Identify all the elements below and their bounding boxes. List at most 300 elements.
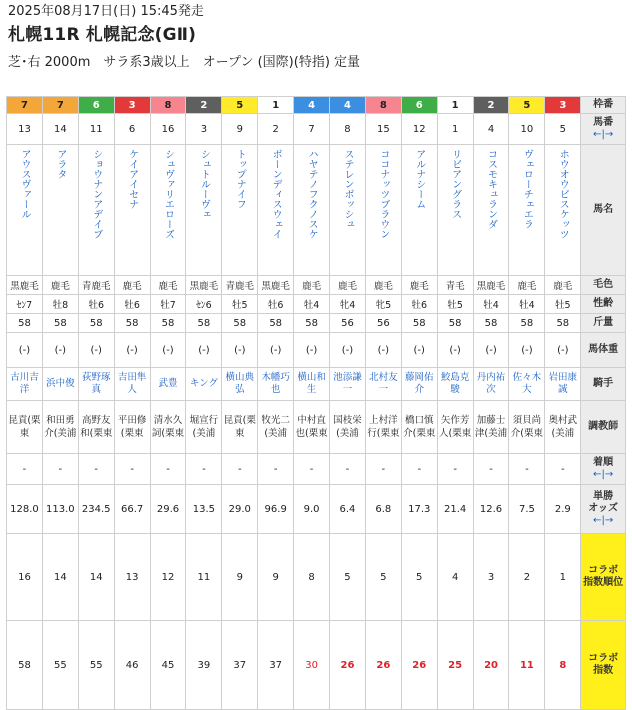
cell-odds: [78, 485, 114, 534]
horse-name-link[interactable]: ココナッツブラウン: [377, 149, 389, 239]
row-odds: [7, 485, 626, 534]
cell-trainer: [114, 401, 150, 454]
cell-odds: [509, 485, 545, 534]
jockey-link[interactable]: 荻野琢真: [81, 372, 111, 395]
rank-value: 8: [308, 571, 315, 583]
jockey-link[interactable]: 浜中俊: [46, 378, 75, 389]
cell-trainer: [222, 401, 258, 454]
body-value: (-): [90, 344, 102, 356]
horse-name-link[interactable]: シュトルーヴェ: [198, 149, 210, 219]
odds-value: 12.6: [479, 503, 503, 515]
weight-value: 58: [53, 317, 67, 329]
cell-waku: [7, 97, 43, 114]
umaban-sort-left-link[interactable]: ←: [593, 129, 602, 140]
sexage-value: 牡5: [555, 300, 571, 311]
waku-number: 1: [451, 99, 459, 111]
trainer-name: 清水久詞(栗東: [151, 415, 185, 439]
odds-value: 234.5: [81, 503, 111, 515]
collab-index-value: 26: [376, 659, 391, 671]
umaban-value: 1: [451, 123, 459, 135]
umaban-value: 13: [18, 123, 31, 135]
odds-sort-left-link[interactable]: ←: [593, 515, 602, 526]
trainer-name: 国枝栄(美浦: [333, 415, 362, 439]
cell-index: [294, 621, 330, 710]
cell-sexage: [258, 295, 294, 314]
label-umaban: [581, 114, 626, 145]
jockey-link[interactable]: 佐々木大: [512, 372, 542, 395]
sexage-value: 牡7: [160, 300, 176, 311]
odds-value: 7.5: [518, 503, 535, 515]
cell-name: [258, 145, 294, 276]
umaban-value: 14: [53, 123, 67, 135]
odds-value: 9.0: [303, 503, 320, 515]
color-value: 鹿毛: [158, 281, 178, 292]
finish-value: -: [237, 463, 242, 475]
cell-trainer: [365, 401, 401, 454]
jockey-link[interactable]: 吉田隼人: [117, 372, 147, 395]
cell-finish: [186, 454, 222, 485]
label-text: 単勝: [593, 491, 614, 502]
entry-table: [6, 96, 626, 710]
odds-sort-right-link[interactable]: →: [604, 515, 614, 526]
cell-rank: [473, 534, 509, 621]
collab-index-value: 26: [412, 659, 427, 671]
collab-index-value: 45: [161, 659, 175, 671]
cell-color: [222, 276, 258, 295]
color-value: 青毛: [445, 281, 465, 292]
body-value: (-): [162, 344, 174, 356]
finish-value: -: [58, 463, 63, 475]
jockey-link[interactable]: 横山典弘: [225, 372, 255, 395]
cell-trainer: [258, 401, 294, 454]
horse-name-link[interactable]: ヴェローチェエラ: [521, 149, 533, 229]
cell-finish: [545, 454, 581, 485]
sexage-value: 牝5: [375, 300, 392, 311]
horse-name-link[interactable]: アルナシーム: [413, 149, 425, 209]
horse-name-link[interactable]: ショウナンアデイブ: [90, 149, 102, 239]
label-text: 着順: [593, 457, 614, 468]
waku-number: 7: [20, 99, 28, 111]
color-value: 黒鹿毛: [476, 281, 506, 292]
cell-sexage: [222, 295, 258, 314]
cell-odds: [222, 485, 258, 534]
horse-name-link[interactable]: ホウオウビスケッツ: [557, 149, 569, 239]
waku-number: 3: [128, 99, 136, 111]
cell-finish: [330, 454, 366, 485]
cell-index: [365, 621, 401, 710]
label-text: 斤量: [593, 317, 614, 328]
cell-rank: [222, 534, 258, 621]
odds-value: 66.7: [120, 503, 144, 515]
cell-weight: [401, 314, 437, 333]
rank-value: 14: [53, 571, 67, 583]
umaban-value: 11: [89, 123, 103, 135]
cell-index: [78, 621, 114, 710]
umaban-value: 4: [487, 123, 495, 135]
cell-body: [114, 333, 150, 368]
label-text: 指数: [593, 665, 614, 676]
cell-finish: [42, 454, 78, 485]
cell-body: [78, 333, 114, 368]
body-value: (-): [449, 344, 461, 356]
cell-name: [186, 145, 222, 276]
collab-index-value: 20: [484, 659, 498, 671]
jockey-link[interactable]: 木幡巧也: [261, 372, 290, 395]
waku-number: 6: [415, 99, 423, 111]
cell-name: [150, 145, 186, 276]
weight-value: 58: [18, 317, 31, 329]
cell-jockey: [42, 368, 78, 401]
weight-value: 58: [520, 317, 534, 329]
cell-jockey: [186, 368, 222, 401]
cell-sexage: [509, 295, 545, 314]
cell-color: [150, 276, 186, 295]
cell-rank: [78, 534, 114, 621]
jockey-link[interactable]: 北村友一: [369, 372, 398, 395]
color-value: 鹿毛: [553, 281, 573, 292]
waku-number: 8: [379, 99, 387, 111]
umaban-sort-separator: |: [601, 129, 605, 140]
weight-value: 58: [161, 317, 175, 329]
rank-value: 3: [487, 571, 495, 583]
trainer-name: 堀宣行(美浦: [189, 415, 219, 439]
cell-waku: [222, 97, 258, 114]
label-trainer: [581, 401, 626, 454]
label-text: コラボ: [588, 565, 619, 576]
cell-body: [258, 333, 294, 368]
cell-index: [150, 621, 186, 710]
label-text: オッズ: [588, 503, 618, 514]
finish-value: -: [489, 463, 493, 475]
horse-name-link[interactable]: コスモキュランダ: [485, 149, 497, 229]
body-value: (-): [126, 344, 138, 356]
sexage-value: 牡4: [519, 300, 535, 311]
cell-weight: [222, 314, 258, 333]
jockey-link[interactable]: 武豊: [158, 378, 178, 389]
umaban-value: 6: [128, 123, 136, 135]
collab-index-value: 26: [340, 659, 355, 671]
cell-rank: [294, 534, 330, 621]
jockey-link[interactable]: 岩田康誠: [548, 372, 578, 395]
cell-trainer: [545, 401, 581, 454]
trainer-name: 牧光二(美浦: [261, 415, 290, 439]
sexage-value: 牡8: [52, 300, 69, 311]
row-sexage: [7, 295, 626, 314]
waku-number: 7: [56, 99, 64, 111]
body-value: (-): [54, 344, 67, 356]
cell-waku: [330, 97, 366, 114]
label-index: [581, 621, 626, 710]
cell-sexage: [473, 295, 509, 314]
cell-waku: [150, 97, 186, 114]
cell-trainer: [330, 401, 366, 454]
cell-umaban: [7, 114, 43, 145]
sexage-value: 牡5: [232, 300, 248, 311]
cell-waku: [186, 97, 222, 114]
cell-body: [42, 333, 78, 368]
label-jockey: [581, 368, 626, 401]
cell-jockey: [330, 368, 366, 401]
cell-jockey: [401, 368, 437, 401]
label-text: 性齢: [593, 298, 614, 309]
sexage-value: 牡6: [88, 300, 104, 311]
umaban-value: 10: [520, 123, 534, 135]
finish-value: -: [345, 463, 350, 475]
cell-body: [294, 333, 330, 368]
cell-weight: [7, 314, 43, 333]
cell-odds: [42, 485, 78, 534]
body-value: (-): [18, 344, 31, 356]
collab-index-value: 58: [18, 659, 31, 671]
cell-odds: [401, 485, 437, 534]
cell-finish: [258, 454, 294, 485]
cell-index: [114, 621, 150, 710]
cell-umaban: [150, 114, 186, 145]
jockey-link[interactable]: 池添謙一: [333, 372, 362, 395]
finish-value: -: [94, 463, 99, 475]
finish-value: -: [202, 463, 206, 475]
rank-value: 9: [236, 571, 243, 583]
rank-value: 9: [272, 571, 279, 583]
weight-value: 58: [448, 317, 462, 329]
color-value: 青鹿毛: [225, 281, 255, 292]
trainer-name: 昆貢(栗東: [8, 415, 41, 439]
horse-name-link[interactable]: シュヴァリエローズ: [162, 149, 174, 239]
cell-trainer: [294, 401, 330, 454]
cell-jockey: [473, 368, 509, 401]
waku-number: 5: [523, 99, 531, 111]
finish-value: -: [166, 463, 170, 475]
cell-index: [545, 621, 581, 710]
cell-weight: [42, 314, 78, 333]
horse-name-link[interactable]: リビアングラス: [449, 149, 461, 219]
jockey-link[interactable]: 鮫島克駿: [440, 372, 470, 395]
weight-value: 58: [484, 317, 498, 329]
cell-body: [7, 333, 43, 368]
odds-value: 13.5: [192, 503, 216, 515]
odds-sort-separator: |: [601, 515, 605, 526]
color-value: 鹿毛: [337, 281, 357, 292]
cell-color: [401, 276, 437, 295]
cell-rank: [509, 534, 545, 621]
cell-odds: [545, 485, 581, 534]
finish-value: -: [273, 463, 278, 475]
cell-jockey: [7, 368, 43, 401]
cell-weight: [258, 314, 294, 333]
cell-odds: [186, 485, 222, 534]
finish-value: -: [22, 463, 27, 475]
horse-name-link[interactable]: アラタ: [54, 149, 66, 179]
jockey-link[interactable]: 古川吉洋: [10, 372, 39, 395]
sexage-value: ｾﾝ7: [16, 300, 33, 311]
cell-body: [365, 333, 401, 368]
label-body: [581, 333, 626, 368]
row-body: [7, 333, 626, 368]
row-color: [7, 276, 626, 295]
cell-jockey: [78, 368, 114, 401]
umaban-value: 15: [376, 123, 390, 135]
horse-name-link[interactable]: ステレンボッシュ: [341, 149, 353, 229]
waku-number: 2: [487, 99, 495, 111]
weight-value: 58: [305, 317, 318, 329]
body-value: (-): [413, 344, 425, 356]
cell-weight: [114, 314, 150, 333]
umaban-sort-right-link[interactable]: →: [604, 129, 614, 140]
sexage-value: 牡4: [483, 300, 499, 311]
cell-jockey: [258, 368, 294, 401]
cell-rank: [437, 534, 473, 621]
cell-umaban: [42, 114, 78, 145]
cell-sexage: [437, 295, 473, 314]
jockey-link[interactable]: 丹内祐次: [476, 372, 506, 395]
cell-color: [78, 276, 114, 295]
color-value: 黒鹿毛: [261, 281, 290, 292]
cell-odds: [258, 485, 294, 534]
collab-index-value: 8: [559, 659, 567, 671]
body-value: (-): [198, 344, 210, 356]
cell-sexage: [330, 295, 366, 314]
cell-sexage: [114, 295, 150, 314]
finish-sort-left-link[interactable]: ←: [593, 469, 602, 480]
body-value: (-): [305, 344, 318, 356]
row-waku: [7, 97, 626, 114]
cell-umaban: [473, 114, 509, 145]
body-value: (-): [234, 344, 246, 356]
cell-finish: [78, 454, 114, 485]
waku-number: 4: [343, 99, 351, 111]
cell-waku: [545, 97, 581, 114]
cell-waku: [365, 97, 401, 114]
cell-umaban: [401, 114, 437, 145]
collab-index-value: 25: [448, 659, 463, 671]
cell-name: [545, 145, 581, 276]
cell-jockey: [437, 368, 473, 401]
finish-value: -: [417, 463, 422, 475]
cell-name: [401, 145, 437, 276]
jockey-link[interactable]: 藤岡佑介: [404, 372, 434, 395]
row-index: [7, 621, 626, 710]
cell-color: [186, 276, 222, 295]
cell-rank: [186, 534, 222, 621]
cell-color: [437, 276, 473, 295]
umaban-value: 16: [161, 123, 175, 135]
cell-index: [330, 621, 366, 710]
cell-sexage: [401, 295, 437, 314]
weight-value: 58: [412, 317, 426, 329]
trainer-name: 中村直也(栗東: [295, 415, 328, 439]
body-value: (-): [521, 344, 533, 356]
cell-finish: [222, 454, 258, 485]
odds-value: 6.4: [339, 503, 356, 515]
trainer-name: 加藤士津(美浦: [474, 415, 508, 439]
cell-finish: [473, 454, 509, 485]
cell-weight: [78, 314, 114, 333]
weight-value: 56: [376, 317, 390, 329]
label-weight: [581, 314, 626, 333]
cell-weight: [509, 314, 545, 333]
horse-name-link[interactable]: トップナイフ: [234, 149, 246, 209]
label-text: コラボ: [588, 653, 619, 664]
cell-rank: [7, 534, 43, 621]
cell-color: [509, 276, 545, 295]
finish-sort-right-link[interactable]: →: [604, 469, 614, 480]
cell-umaban: [545, 114, 581, 145]
weight-value: 58: [269, 317, 283, 329]
cell-name: [42, 145, 78, 276]
cell-waku: [78, 97, 114, 114]
cell-trainer: [401, 401, 437, 454]
cell-trainer: [509, 401, 545, 454]
cell-umaban: [258, 114, 294, 145]
cell-waku: [473, 97, 509, 114]
cell-trainer: [150, 401, 186, 454]
cell-weight: [150, 314, 186, 333]
umaban-value: 8: [344, 123, 351, 135]
cell-body: [401, 333, 437, 368]
cell-finish: [365, 454, 401, 485]
sexage-value: ｾﾝ6: [196, 300, 212, 311]
cell-body: [437, 333, 473, 368]
row-name: [7, 145, 626, 276]
rank-value: 12: [161, 571, 175, 583]
horse-name-link[interactable]: アウスヴァール: [18, 149, 30, 219]
weight-value: 58: [197, 317, 211, 329]
jockey-link[interactable]: キング: [189, 378, 218, 389]
trainer-name: 和田勇介(美浦: [44, 415, 77, 439]
collab-index-value: 37: [233, 659, 247, 671]
cell-jockey: [545, 368, 581, 401]
horse-name-link[interactable]: ボーンディスウェイ: [270, 149, 282, 239]
cell-rank: [114, 534, 150, 621]
finish-value: -: [453, 463, 457, 475]
trainer-name: 須貝尚介(栗東: [510, 415, 544, 439]
cell-trainer: [473, 401, 509, 454]
cell-umaban: [114, 114, 150, 145]
label-text: 毛色: [593, 279, 614, 290]
rank-value: 5: [344, 571, 351, 583]
cell-name: [437, 145, 473, 276]
cell-rank: [545, 534, 581, 621]
weight-value: 56: [341, 317, 354, 329]
cell-name: [78, 145, 114, 276]
jockey-link[interactable]: 横山和生: [297, 372, 326, 395]
cell-name: [473, 145, 509, 276]
weight-value: 58: [125, 317, 139, 329]
finish-value: -: [525, 463, 529, 475]
label-text: 指数順位: [583, 577, 624, 588]
rank-value: 4: [451, 571, 459, 583]
cell-name: [365, 145, 401, 276]
cell-trainer: [7, 401, 43, 454]
cell-index: [222, 621, 258, 710]
horse-name-link[interactable]: ハヤテノフクノスケ: [306, 149, 318, 239]
cell-index: [7, 621, 43, 710]
cell-odds: [150, 485, 186, 534]
cell-umaban: [330, 114, 366, 145]
race-title: 札幌11R 札幌記念(GⅡ): [8, 25, 197, 45]
cell-body: [150, 333, 186, 368]
label-finish: [581, 454, 626, 485]
umaban-value: 5: [559, 123, 566, 135]
collab-index-value: 55: [89, 659, 103, 671]
waku-number: 1: [272, 99, 280, 111]
cell-trainer: [186, 401, 222, 454]
waku-number: 5: [236, 99, 244, 111]
label-text: 調教師: [588, 421, 619, 432]
horse-name-link[interactable]: ケイアイセナ: [126, 149, 138, 209]
cell-trainer: [78, 401, 114, 454]
cell-sexage: [7, 295, 43, 314]
